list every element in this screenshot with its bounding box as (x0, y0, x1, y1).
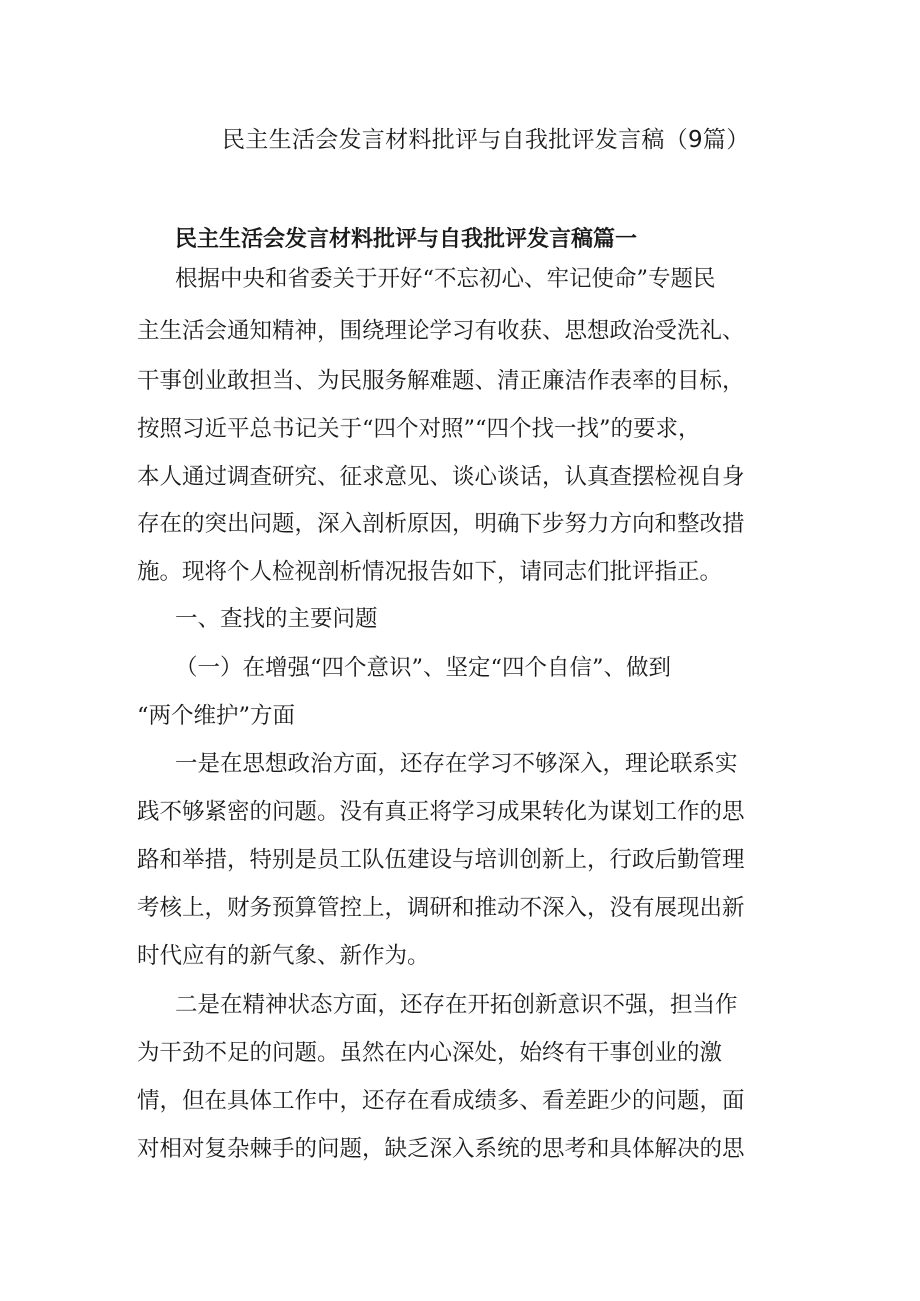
body-line: 施。现将个人检视剖析情况报告如下，请同志们批评指正。 (137, 559, 723, 585)
body-line: 按照习近平总书记关于“四个对照”“四个找一找”的要求， (137, 416, 701, 442)
body-line: 根据中央和省委关于开好“不忘初心、牢记使命”专题民 (175, 266, 716, 292)
subheading-first-cont: “两个维护”方面 (137, 703, 296, 729)
body-line: 一是在思想政治方面，还存在学习不够深入，理论联系实 (175, 751, 738, 777)
body-line: 情，但在具体工作中，还存在看成绩多、看差距少的问题，面 (137, 1088, 745, 1114)
heading-main-problems: 一、查找的主要问题 (175, 606, 378, 632)
body-line: 对相对复杂棘手的问题，缺乏深入系统的思考和具体解决的思 (137, 1136, 745, 1162)
body-line: 考核上，财务预算管控上，调研和推动不深入，没有展现出新 (137, 895, 745, 921)
body-line: 时代应有的新气象、新作为。 (137, 943, 430, 969)
body-line: 二是在精神状态方面，还存在开拓创新意识不强，担当作 (175, 992, 738, 1018)
body-line: 干事创业敢担当、为民服务解难题、清正廉洁作表率的目标， (137, 368, 745, 394)
section-title: 民主生活会发言材料批评与自我批评发言稿篇一 (175, 227, 638, 252)
body-line: 践不够紧密的问题。没有真正将学习成果转化为谋划工作的思 (137, 799, 745, 825)
body-line: 主生活会通知精神，围绕理论学习有收获、思想政治受洗礼、 (137, 318, 745, 344)
subheading-first: （一）在增强“四个意识”、坚定“四个自信”、做到 (175, 655, 672, 681)
body-line: 为干劲不足的问题。虽然在内心深处，始终有干事创业的激 (137, 1040, 723, 1066)
body-line: 本人通过调查研究、征求意见、谈心谈话，认真查摆检视自身 (137, 464, 745, 490)
body-line: 路和举措，特别是员工队伍建设与培训创新上，行政后勤管理 (137, 847, 745, 873)
body-line: 存在的突出问题，深入剖析原因，明确下步努力方向和整改措 (137, 511, 745, 537)
document-title: 民主生活会发言材料批评与自我批评发言稿（9篇） (222, 127, 750, 153)
